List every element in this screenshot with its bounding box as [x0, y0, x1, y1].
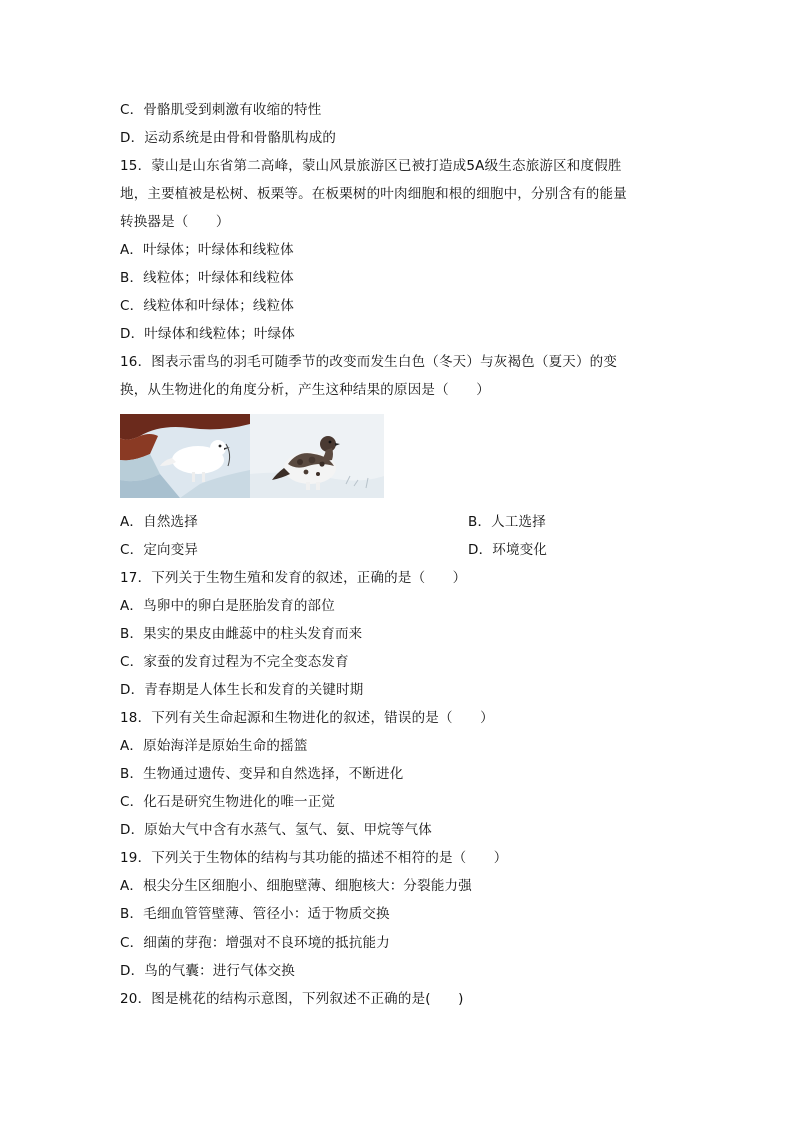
q17-option-a: A．鸟卵中的卵白是胚胎发育的部位 [120, 598, 335, 614]
q15-stem-line-2: 地，主要植被是松树、板栗等。在板栗树的叶肉细胞和根的细胞中，分别含有的能量 [120, 186, 627, 202]
q17-option-b: B．果实的果皮由雌蕊中的柱头发育而来 [120, 626, 363, 642]
q15-option-b: B．线粒体；叶绿体和线粒体 [120, 270, 294, 286]
q15-option-c: C．线粒体和叶绿体；线粒体 [120, 298, 295, 314]
q16-stem-line-2: 换，从生物进化的角度分析，产生这种结果的原因是（ ） [120, 382, 490, 398]
q19-option-a: A．根尖分生区细胞小、细胞壁薄、细胞核大：分裂能力强 [120, 878, 472, 894]
q20-stem: 20．图是桃花的结构示意图，下列叙述不正确的是( ) [120, 991, 464, 1007]
q18-stem: 18．下列有关生命起源和生物进化的叙述，错误的是（ ） [120, 710, 494, 726]
q19-option-c: C．细菌的芽孢：增强对不良环境的抵抗能力 [120, 935, 390, 951]
q16-option-d: D．环境变化 [468, 542, 548, 558]
q14-option-d: D．运动系统是由骨和骨骼肌构成的 [120, 130, 337, 146]
q17-stem: 17．下列关于生物生殖和发育的叙述，正确的是（ ） [120, 570, 467, 586]
q15-option-d: D．叶绿体和线粒体；叶绿体 [120, 326, 295, 342]
q17-option-d: D．青春期是人体生长和发育的关键时期 [120, 682, 364, 698]
q17-option-c: C．家蚕的发育过程为不完全变态发育 [120, 654, 349, 670]
q15-stem-line-1: 15．蒙山是山东省第二高峰，蒙山风景旅游区已被打造成5A级生态旅游区和度假胜 [120, 158, 622, 174]
q19-option-d: D．鸟的气囊：进行气体交换 [120, 963, 295, 979]
q18-option-d: D．原始大气中含有水蒸气、氢气、氨、甲烷等气体 [120, 822, 432, 838]
q15-option-a: A．叶绿体；叶绿体和线粒体 [120, 242, 294, 258]
q16-stem-line-1: 16．图表示雷鸟的羽毛可随季节的改变而发生白色（冬天）与灰褐色（夏天）的变 [120, 354, 618, 370]
ptarmigan-figure [120, 414, 384, 498]
q19-stem: 19．下列关于生物体的结构与其功能的描述不相符的是（ ） [120, 850, 508, 866]
q18-option-a: A．原始海洋是原始生命的摇篮 [120, 738, 308, 754]
q14-option-c: C．骨骼肌受到刺激有收缩的特性 [120, 102, 322, 118]
q19-option-b: B．毛细血管管壁薄、管径小：适于物质交换 [120, 906, 390, 922]
q18-option-c: C．化石是研究生物进化的唯一正觉 [120, 794, 336, 810]
q16-option-b: B．人工选择 [468, 514, 546, 530]
q16-option-a: A．自然选择 [120, 514, 198, 530]
q18-option-b: B．生物通过遗传、变异和自然选择，不断进化 [120, 766, 404, 782]
q16-option-c: C．定向变异 [120, 542, 199, 558]
ptarmigan-summer-photo [250, 414, 384, 498]
q15-stem-line-3: 转换器是（ ） [120, 214, 230, 230]
ptarmigan-winter-photo [120, 414, 250, 498]
